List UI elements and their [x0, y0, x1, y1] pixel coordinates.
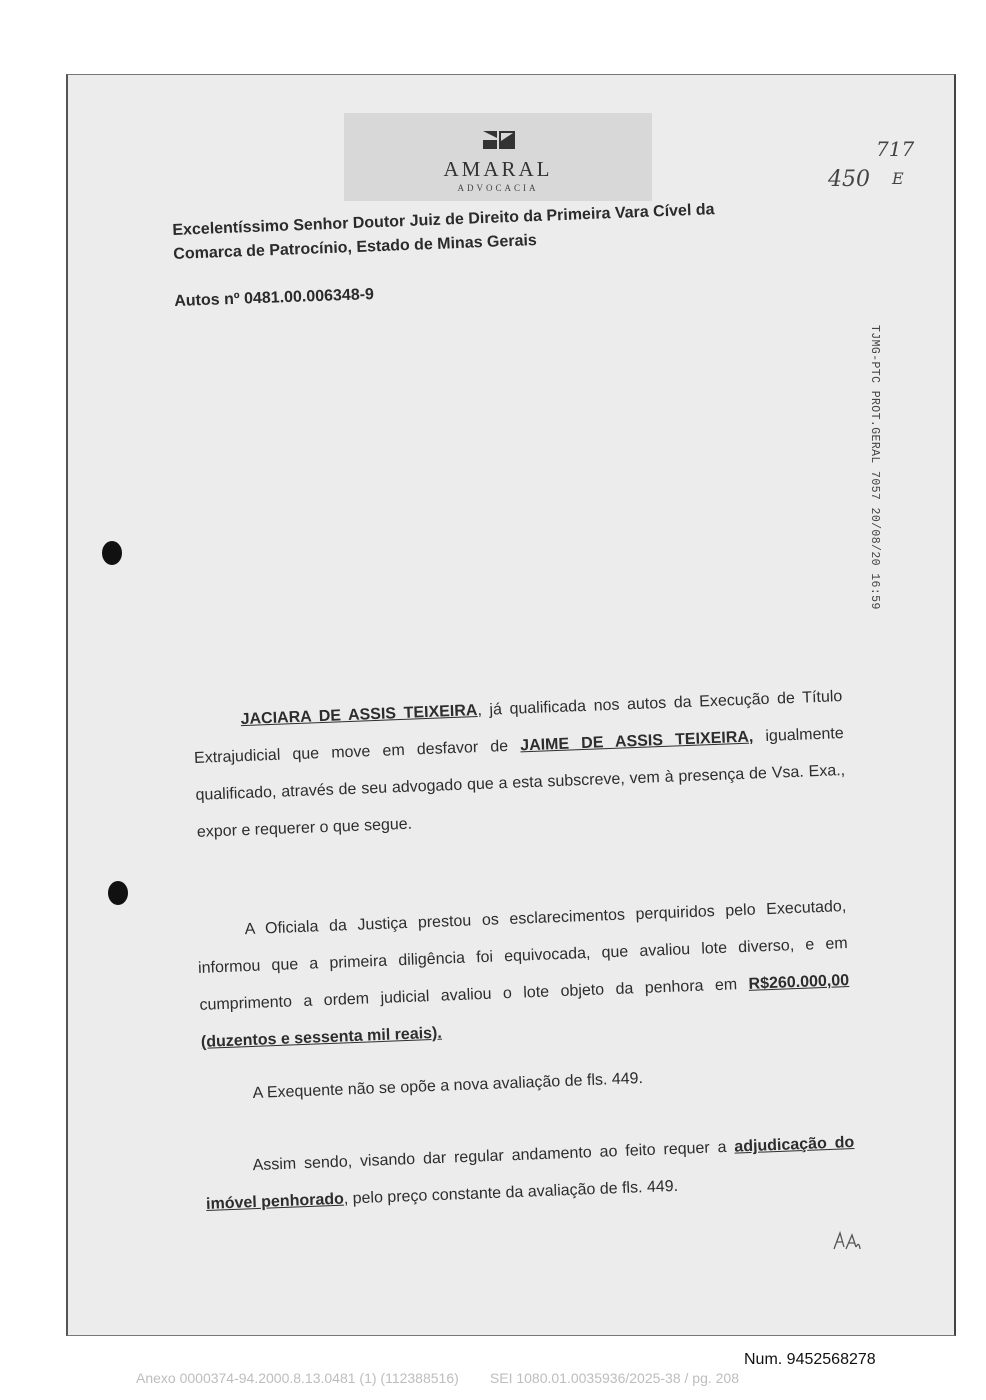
- punch-hole: [102, 541, 122, 565]
- paragraph-intro: [192, 678, 847, 851]
- plaintiff-name: JACIARA DE ASSIS TEIXEIRA: [240, 702, 478, 729]
- scanned-page: [66, 74, 956, 1336]
- case-number: Autos nº 0481.00.006348-9: [174, 286, 375, 310]
- punch-hole: [108, 881, 128, 905]
- document-number: Num. 9452568278: [744, 1351, 876, 1368]
- paragraph-text: igualmente qualificado, através de seu advogado que a esta subscreve, vem à presença de Vsa. Exa., expor e requerer o que segue.: [195, 725, 846, 841]
- handwritten-signature: [832, 1229, 862, 1253]
- paragraph-text: , pelo preço constante da avaliação de fls. 449.: [343, 1177, 679, 1208]
- protocol-stamp: TJMG-PTC PROT.GERAL 7057 20/08/20 16:59: [868, 325, 881, 610]
- paragraph-evaluation: [196, 888, 851, 1061]
- handwritten-page-number-2: 717: [876, 137, 915, 161]
- court-address: Excelentíssimo Senhor Doutor Juiz de Direito da Primeira Vara Cível da Comarca de Patrocínio, Estado de Minas Gerais: [172, 201, 715, 263]
- amaral-logo-icon: [481, 129, 517, 151]
- sei-reference: SEI 1080.01.0035936/2025-38 / pg. 208: [489, 1370, 740, 1386]
- letterhead-logo: [344, 113, 652, 201]
- paragraph-text: Assim sendo, visando dar regular andamento ao feito requer a: [252, 1138, 735, 1175]
- paragraph-request: [204, 1124, 856, 1223]
- logo-name: AMARAL: [443, 157, 553, 181]
- evaluation-amount: R$260.000,00 (duzentos e sessenta mil reais).: [200, 971, 850, 1051]
- handwritten-page-number: 450: [828, 167, 870, 192]
- adjudication-request: adjudicação do imóvel penhorado: [205, 1134, 855, 1213]
- defendant-name: JAIME DE ASSIS TEIXEIRA,: [519, 728, 754, 755]
- footer-reference: [136, 1370, 739, 1386]
- logo-subtitle: ADVOCACIA: [457, 183, 539, 193]
- handwritten-initials: E: [892, 169, 904, 188]
- annex-reference: Anexo 0000374-94.2000.8.13.0481 (1) (112388516): [136, 1370, 459, 1386]
- paragraph-no-opposition: [252, 1055, 773, 1112]
- paragraph-text: A Exequente não se opõe a nova avaliação de fls. 449.: [252, 1070, 644, 1102]
- paragraph-text: A Oficiala da Justiça prestou os esclarecimentos perquiridos pelo Executado, informou que a primeira diligência foi equivocada, que avaliou lote diverso, e em cumprimento a ordem judicial avaliou o lote objeto da penhora em: [197, 898, 848, 1014]
- paragraph-text: , já qualificada nos autos da Execução de Título Extrajudicial que move em desfavor de: [193, 688, 843, 767]
